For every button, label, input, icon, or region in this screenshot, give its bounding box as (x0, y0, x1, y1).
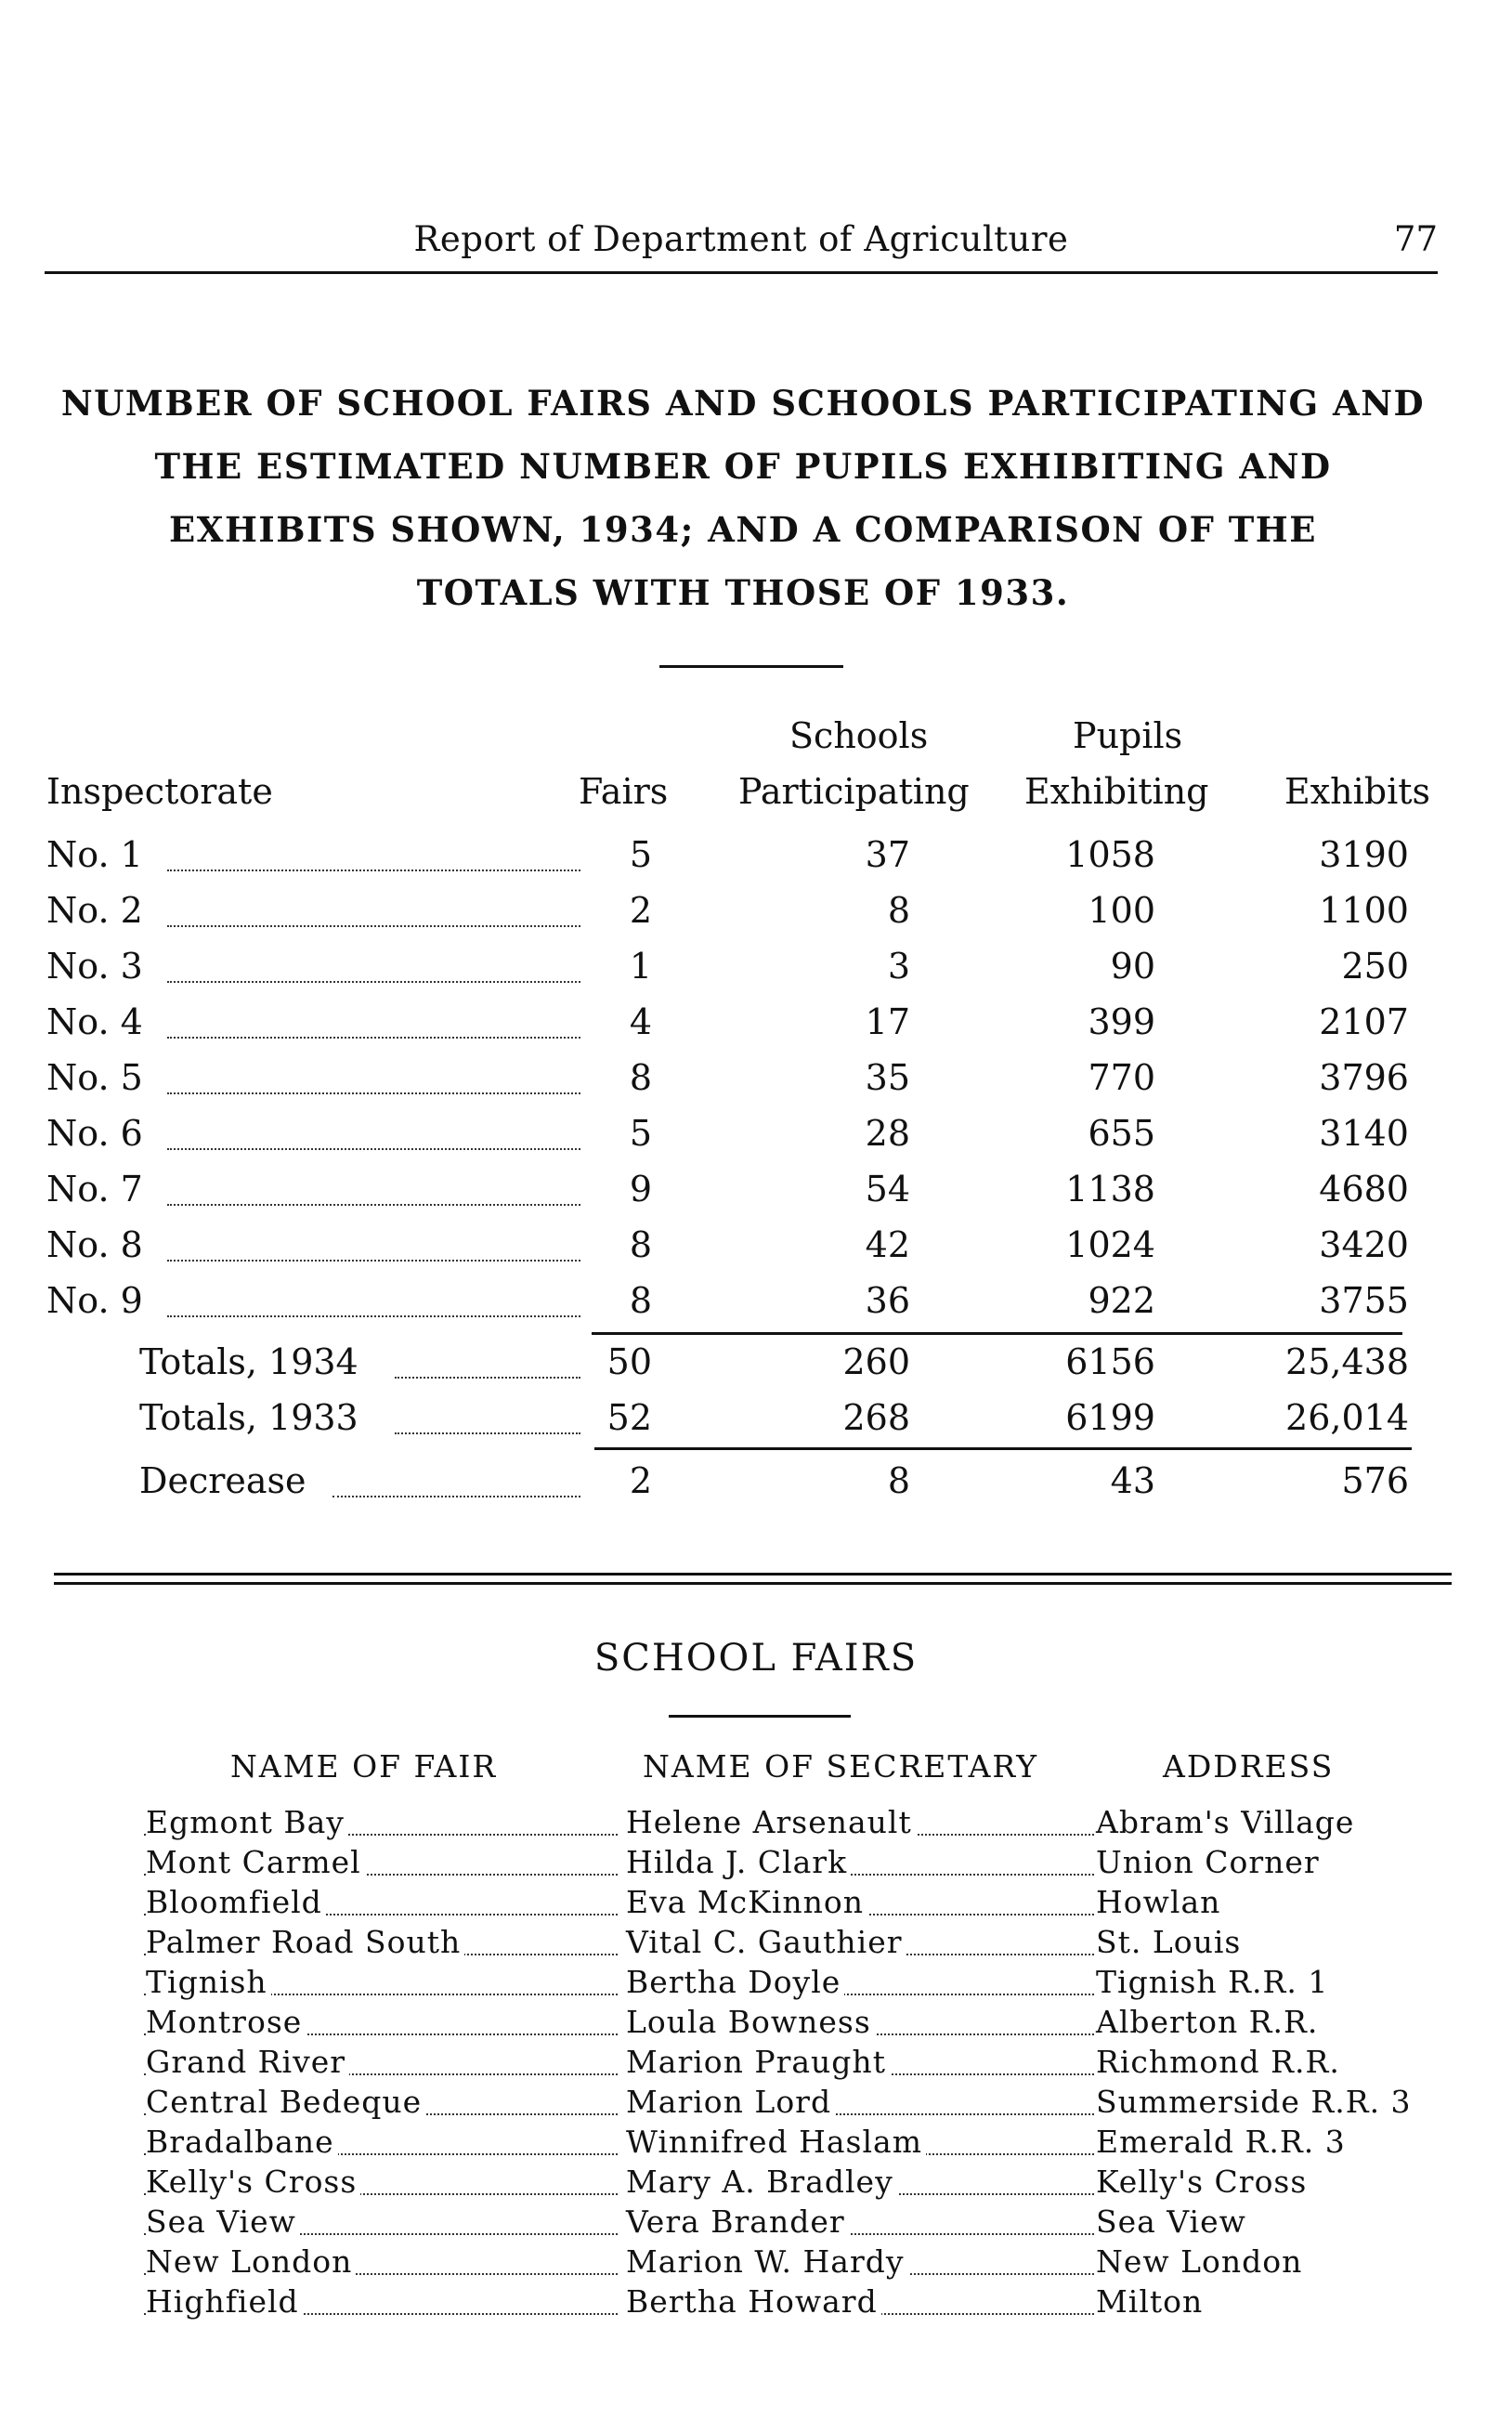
cell-schools: 3 (887, 946, 910, 987)
row-label: Decrease (139, 1460, 306, 1501)
fair-address: Union Corner (1096, 1844, 1323, 1880)
fair-name: Grand River (146, 2044, 349, 2080)
cell-schools: 268 (842, 1397, 910, 1438)
cell-schools: 42 (865, 1224, 910, 1265)
fair-name: Bloomfield (146, 1884, 326, 1920)
fair-address: St. Louis (1096, 1924, 1245, 1960)
cell-schools: 54 (865, 1169, 910, 1210)
dot-leader (395, 1432, 580, 1434)
fair-name: Tignish (146, 1964, 271, 2000)
row-label: No. 5 (46, 1057, 143, 1098)
col-header-schools-bottom: Participating (738, 771, 970, 812)
page-number: 77 (1393, 219, 1438, 259)
fair-address: Howlan (1096, 1884, 1224, 1920)
dot-leader (167, 1204, 580, 1206)
cell-pupils: 100 (1088, 890, 1155, 931)
dot-leader (395, 1377, 580, 1379)
secretary-name: Marion W. Hardy (624, 2243, 908, 2280)
cell-pupils: 1024 (1065, 1224, 1155, 1265)
cell-exhibits: 3190 (1319, 834, 1409, 875)
subtotal-rule (592, 1332, 1402, 1335)
dot-leader (167, 1148, 580, 1150)
col-header-exhibits: Exhibits (1284, 771, 1431, 812)
secretary-name: Hilda J. Clark (624, 1844, 851, 1880)
cell-schools: 37 (865, 834, 910, 875)
secretary-name: Vera Brander (624, 2203, 849, 2240)
cell-schools: 8 (887, 1460, 910, 1501)
dot-leader (167, 981, 580, 983)
cell-pupils: 90 (1110, 946, 1155, 987)
fair-address: Abram's Village (1096, 1804, 1358, 1840)
row-label: No. 6 (46, 1113, 143, 1154)
fair-name: Central Bedeque (146, 2084, 425, 2120)
cell-pupils: 43 (1110, 1460, 1155, 1501)
secretary-name: Bertha Howard (624, 2283, 881, 2320)
fair-name: Mont Carmel (146, 1844, 365, 1880)
cell-schools: 17 (865, 1001, 910, 1042)
cell-schools: 260 (842, 1341, 910, 1382)
row-label: No. 4 (46, 1001, 143, 1042)
fair-address: New London (1096, 2243, 1306, 2280)
cell-fairs: 5 (629, 1113, 652, 1154)
main-title-line: THE ESTIMATED NUMBER OF PUPILS EXHIBITING AND (154, 446, 1332, 487)
row-label: Totals, 1934 (139, 1341, 358, 1382)
fair-address: Sea View (1096, 2203, 1250, 2240)
running-head (45, 216, 1438, 274)
secretary-name: Bertha Doyle (624, 1964, 844, 2000)
cell-exhibits: 25,438 (1285, 1341, 1409, 1382)
secretary-name: Marion Praught (624, 2044, 890, 2080)
cell-pupils: 922 (1088, 1280, 1155, 1321)
fair-name: Montrose (146, 2004, 306, 2040)
fair-address: Alberton R.R. (1096, 2004, 1322, 2040)
main-title-line: EXHIBITS SHOWN, 1934; AND A COMPARISON OF THE (169, 509, 1317, 550)
cell-exhibits: 3140 (1319, 1113, 1409, 1154)
secretary-name: Vital C. Gauthier (624, 1924, 906, 1960)
cell-exhibits: 1100 (1319, 890, 1409, 931)
row-label: Totals, 1933 (139, 1397, 358, 1438)
cell-fairs: 50 (606, 1341, 652, 1382)
fair-name: Bradalbane (146, 2124, 338, 2160)
cell-schools: 28 (865, 1113, 910, 1154)
cell-exhibits: 2107 (1319, 1001, 1409, 1042)
dot-leader (332, 1496, 580, 1497)
section-separator-bottom (54, 1582, 1452, 1585)
cell-schools: 36 (865, 1280, 910, 1321)
cell-fairs: 5 (629, 834, 652, 875)
col-header-schools-top: Schools (789, 715, 929, 756)
cell-fairs: 8 (629, 1057, 652, 1098)
cell-schools: 8 (887, 890, 910, 931)
dot-leader (167, 1092, 580, 1094)
secretary-name: Mary A. Bradley (624, 2164, 897, 2200)
col-header-fairs: Fairs (579, 771, 669, 812)
fair-address: Richmond R.R. (1096, 2044, 1344, 2080)
totals-rule (594, 1447, 1412, 1450)
fair-name: Highfield (146, 2283, 303, 2320)
fair-name: Palmer Road South (146, 1924, 464, 1960)
fair-name: Kelly's Cross (146, 2164, 360, 2200)
cell-pupils: 770 (1088, 1057, 1155, 1098)
cell-exhibits: 4680 (1319, 1169, 1409, 1210)
cell-schools: 35 (865, 1057, 910, 1098)
cell-pupils: 6199 (1065, 1397, 1155, 1438)
cell-fairs: 52 (606, 1397, 652, 1438)
cell-exhibits: 3755 (1319, 1280, 1409, 1321)
col-header-secretary: NAME OF SECRETARY (643, 1748, 1039, 1785)
secretary-name: Marion Lord (624, 2084, 835, 2120)
secretary-name: Loula Bowness (624, 2004, 875, 2040)
cell-pupils: 1138 (1065, 1169, 1155, 1210)
title-divider (659, 665, 843, 668)
col-header-inspectorate: Inspectorate (46, 771, 273, 812)
main-title (37, 372, 1449, 624)
cell-exhibits: 3420 (1319, 1224, 1409, 1265)
cell-exhibits: 26,014 (1285, 1397, 1409, 1438)
cell-pupils: 1058 (1065, 834, 1155, 875)
col-header-fair: NAME OF FAIR (230, 1748, 498, 1785)
fair-name: New London (146, 2243, 356, 2280)
cell-fairs: 2 (629, 1460, 652, 1501)
school-fairs-title: SCHOOL FAIRS (593, 1637, 919, 1680)
dot-leader (167, 1315, 580, 1317)
fair-name: Sea View (146, 2203, 300, 2240)
col-header-pupils-bottom: Exhibiting (1024, 771, 1209, 812)
cell-fairs: 2 (629, 890, 652, 931)
cell-exhibits: 3796 (1319, 1057, 1409, 1098)
col-header-pupils-top: Pupils (1073, 715, 1183, 756)
cell-pupils: 6156 (1065, 1341, 1155, 1382)
cell-fairs: 1 (629, 946, 652, 987)
cell-pupils: 655 (1088, 1113, 1155, 1154)
cell-fairs: 4 (629, 1001, 652, 1042)
running-head-title: Report of Department of Agriculture (413, 219, 1069, 259)
fair-address: Summerside R.R. 3 (1096, 2084, 1415, 2120)
row-label: No. 9 (46, 1280, 143, 1321)
cell-fairs: 9 (629, 1169, 652, 1210)
row-label: No. 7 (46, 1169, 143, 1210)
fair-address: Tignish R.R. 1 (1096, 1964, 1332, 2000)
dot-leader (167, 870, 580, 871)
secretary-name: Eva McKinnon (624, 1884, 867, 1920)
row-label: No. 2 (46, 890, 143, 931)
cell-pupils: 399 (1088, 1001, 1155, 1042)
section-separator-top (54, 1573, 1452, 1576)
secretary-name: Winnifred Haslam (624, 2124, 926, 2160)
row-label: No. 8 (46, 1224, 143, 1265)
dot-leader (167, 1037, 580, 1039)
main-title-line: TOTALS WITH THOSE OF 1933. (416, 572, 1070, 613)
school-fairs-divider (669, 1715, 851, 1718)
fair-address: Milton (1096, 2283, 1206, 2320)
row-label: No. 3 (46, 946, 143, 987)
cell-exhibits: 576 (1341, 1460, 1409, 1501)
dot-leader (167, 925, 580, 927)
col-header-address: ADDRESS (1163, 1748, 1335, 1785)
main-title-line: NUMBER OF SCHOOL FAIRS AND SCHOOLS PARTICIPATING AND (60, 383, 1426, 424)
cell-exhibits: 250 (1341, 946, 1409, 987)
fair-address: Kelly's Cross (1096, 2164, 1310, 2200)
fair-name: Egmont Bay (146, 1804, 348, 1840)
row-label: No. 1 (46, 834, 143, 875)
secretary-name: Helene Arsenault (624, 1804, 916, 1840)
cell-fairs: 8 (629, 1280, 652, 1321)
fair-address: Emerald R.R. 3 (1096, 2124, 1349, 2160)
cell-fairs: 8 (629, 1224, 652, 1265)
dot-leader (167, 1260, 580, 1262)
